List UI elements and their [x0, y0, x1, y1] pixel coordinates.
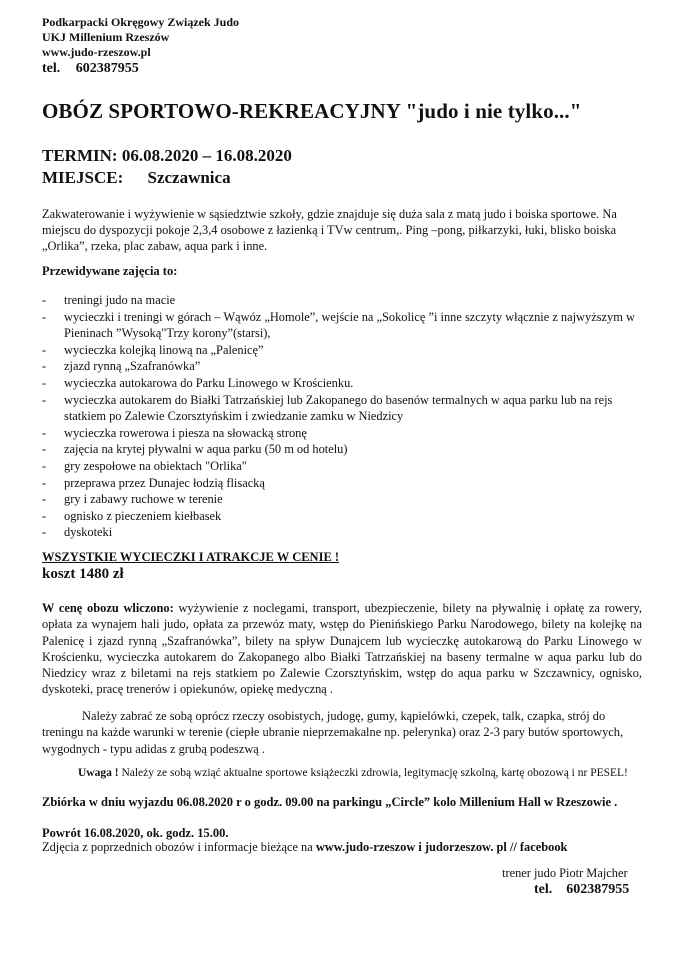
activity-text: gry i zabawy ruchowe w terenie	[64, 492, 223, 507]
activities-heading: Przewidywane zajęcia to:	[42, 264, 178, 278]
header-phone	[42, 60, 239, 77]
activity-item	[42, 375, 652, 392]
activity-text: ognisko z pieczeniem kiełbasek	[64, 508, 222, 523]
activity-text: wycieczka kolejką linową na „Palenicę”	[64, 342, 264, 357]
activity-item	[42, 292, 652, 309]
dash-bullet: -	[42, 375, 47, 390]
trainer-phone	[520, 882, 629, 898]
activity-item	[42, 524, 652, 541]
termin-label: TERMIN:	[42, 146, 118, 165]
activity-item	[42, 491, 652, 508]
activity-text: wycieczka autokarowa do Parku Linowego w Krościenku.	[64, 375, 354, 390]
trainer-name: trener judo Piotr Majcher	[502, 866, 628, 880]
warning-note	[78, 766, 638, 781]
warning-label: Uwaga !	[78, 767, 119, 779]
activity-item	[42, 309, 652, 342]
meeting-info: Zbiórka w dniu wyjazdu 06.08.2020 r o godz. 09.00 na parkingu „Circle” kolo Millenium Hall w Rzeszowie .	[42, 795, 618, 809]
dash-bullet: -	[42, 342, 47, 357]
dash-bullet: -	[42, 309, 47, 324]
dash-bullet: -	[42, 475, 47, 490]
tel-label: tel.	[42, 61, 61, 76]
activity-text: zajęcia na krytej pływalni w aqua parku (50 m od hotelu)	[64, 442, 348, 457]
activity-text: dyskoteki	[64, 525, 113, 540]
activity-item	[42, 508, 652, 525]
included-text: wyżywienie z noclegami, transport, ubezpieczenie, bilety na pływalnię i opłatę za rowery, opłata za wynajem hali judo, opłata za przewóz maty, wstęp do Pienińskiego Parku Narodowego, bilety na kolejkę na Palenicę i zjazd rynną „Szafranówka”, bilety na spływ Dunajcem lub wycieczkę autokarową do Parku Linowego w Krościenku, wycieczka autokarem do Zakopanego albo Białki Tatrzańskiej na baseny termalne w aqua parku lub do Niedzicy wraz z biletami na rejs statkiem po Zalewie Czorsztyńskim, wstęp do aqua parku w Szczawnicy, ognisko, dyskoteki, pracę trenerów i opiekunów, opiekę medyczną .	[42, 601, 642, 697]
activity-text: wycieczki i treningi w górach – Wąwóz „Homole”, wejście na „Sokolicę ”i inne szczyty włącznie z najwyższym w Pieninach ”Wysoką"Trzy korony”(starsi),	[64, 309, 635, 341]
website: www.judo-rzeszow.pl	[42, 45, 151, 59]
included-paragraph	[42, 600, 642, 698]
dash-bullet: -	[42, 359, 47, 374]
tel-number: 602387955	[75, 61, 139, 76]
dash-bullet: -	[42, 425, 47, 440]
activity-text: treningi judo na macie	[64, 293, 176, 307]
activity-item	[42, 475, 652, 492]
activity-item	[42, 358, 652, 375]
photos-info	[42, 840, 567, 855]
activity-item	[42, 392, 652, 425]
dash-bullet: -	[42, 392, 47, 407]
trainer-tel-label: tel.	[534, 882, 553, 897]
activity-text: gry zespołowe na obiektach "Orlika"	[64, 458, 247, 473]
bring-paragraph: Należy zabrać ze sobą oprócz rzeczy osobistych, judogę, gumy, kąpielówki, czepek, talk, czapka, strój do treningu na każde warunki w terenie (ciepłe ubranie nieprzemakalne np. pelerynka) oraz 2-3 pary butów sportowych, wygodnych - typu adidas z grubą podeszwą .	[42, 709, 624, 756]
price: koszt 1480 zł	[42, 566, 124, 582]
activity-item	[42, 441, 652, 458]
termin-line	[42, 145, 292, 167]
header-block	[42, 15, 239, 77]
included-label: W cenę obozu wliczono:	[42, 601, 174, 615]
activity-item	[42, 342, 652, 359]
photos-text: Zdjęcia z poprzednich obozów i informacje bieżące na	[42, 840, 316, 854]
dash-bullet: -	[42, 525, 47, 540]
dash-bullet: -	[42, 508, 47, 523]
dash-bullet: -	[42, 442, 47, 457]
termin-value: 06.08.2020 – 16.08.2020	[121, 146, 292, 165]
trainer-tel-number: 602387955	[566, 882, 630, 897]
club-name: UKJ Millenium Rzeszów	[42, 30, 170, 44]
miejsce-line	[42, 167, 292, 189]
activity-text: wycieczka rowerowa i piesza na słowacką stronę	[64, 425, 307, 440]
activity-text: wycieczka autokarem do Białki Tatrzańskiej lub Zakopanego do basenów termalnych w aqua parku lub na rejs statkiem po Zalewie Czorsztyńskim i zwiedzanie zamku w Niedzicy	[64, 392, 613, 424]
dash-bullet: -	[42, 492, 47, 507]
return-info: Powrót 16.08.2020, ok. godz. 15.00.	[42, 826, 229, 840]
activity-item	[42, 458, 652, 475]
org-name: Podkarpacki Okręgowy Związek Judo	[42, 15, 240, 29]
page-title: OBÓZ SPORTOWO-REKREACYJNY "judo i nie tylko..."	[42, 99, 582, 123]
price-heading: WSZYSTKIE WYCIECZKI I ATRAKCJE W CENIE !	[42, 550, 340, 564]
dash-bullet: -	[42, 458, 47, 473]
term-block	[42, 145, 292, 189]
activity-text: zjazd rynną „Szafranówka”	[64, 359, 201, 374]
activity-text: przeprawa przez Dunajec łodzią flisacką	[64, 475, 265, 490]
dash-bullet: -	[42, 293, 47, 307]
miejsce-value: Szczawnica	[147, 168, 231, 187]
miejsce-label: MIEJSCE:	[42, 168, 124, 187]
activity-item	[42, 425, 652, 442]
intro-paragraph: Zakwaterowanie i wyżywienie w sąsiedztwie szkoły, gdzie znajduje się duża sala z matą judo i boiska sportowe. Na miejscu do dyspozycji pokoje 2,3,4 osobowe z łazienką i TVw centrum,. Ping –pong, piłkarzyki, łuki, blisko boiska „Orlika”, rzeka, plac zabaw, aqua park i inne.	[42, 207, 617, 253]
activities-list	[42, 292, 652, 541]
photos-links: www.judo-rzeszow i judorzeszow. pl // facebook	[315, 840, 568, 854]
warning-text: Należy ze sobą wziąć aktualne sportowe książeczki zdrowia, legitymację szkolną, kartę obozową i nr PESEL!	[118, 767, 628, 779]
